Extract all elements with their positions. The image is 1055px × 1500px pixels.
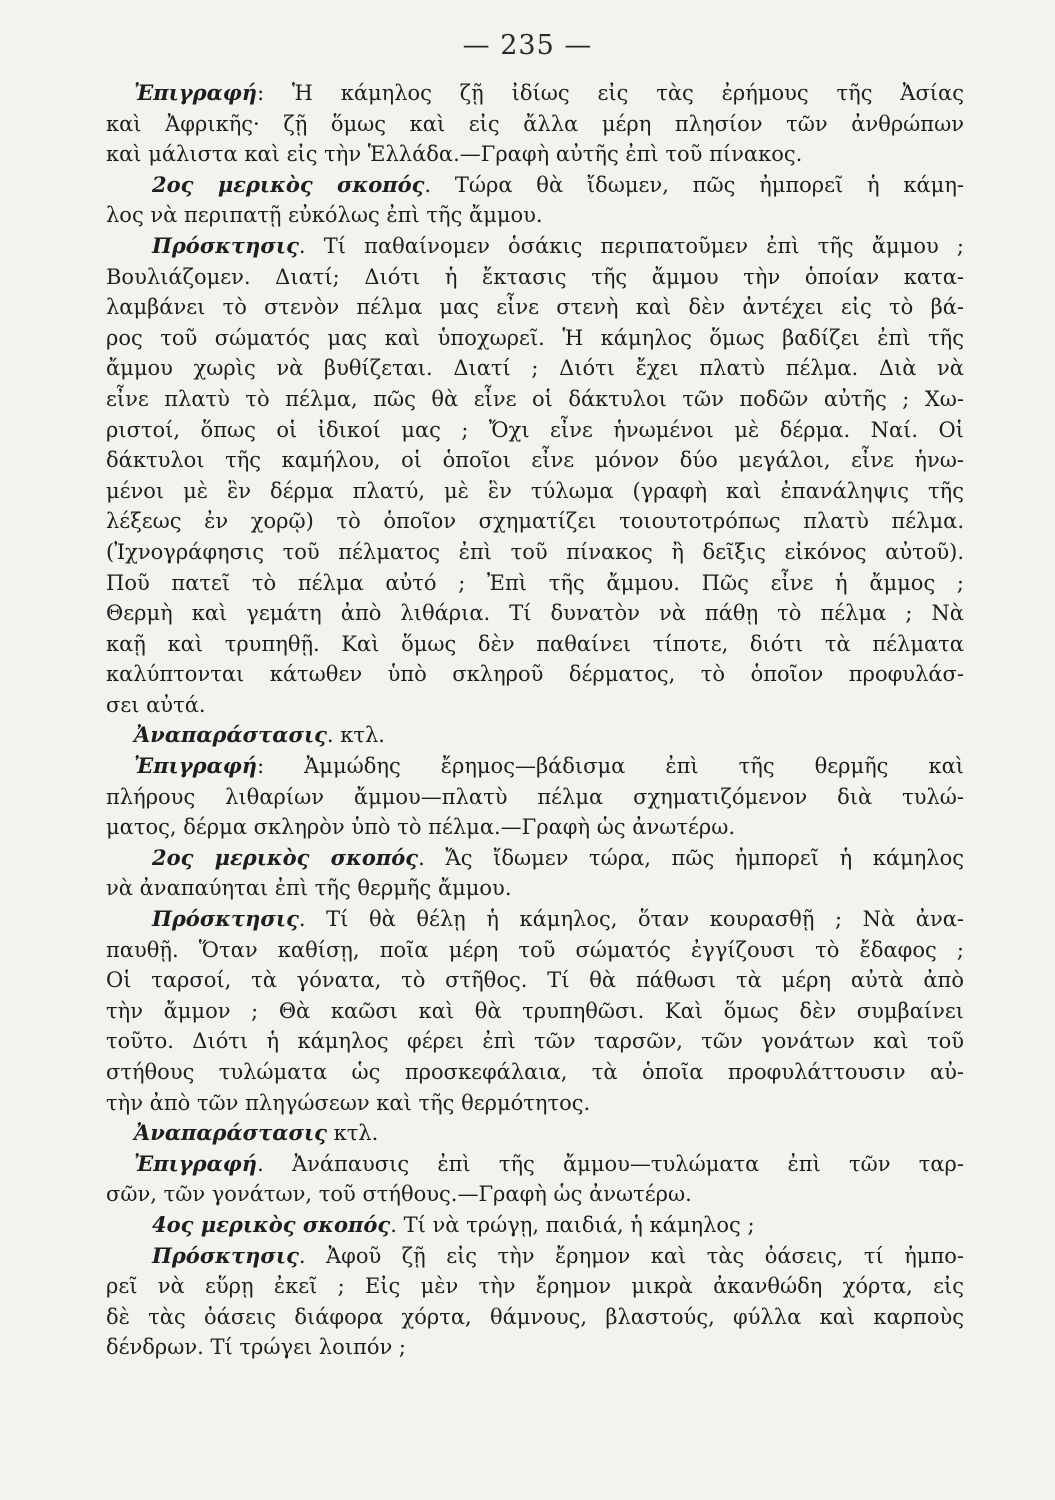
- line-text: . Τί παθαίνομεν ὁσάκις περιπατοῦμεν ἐπὶ τῆς ἄμμου ;: [298, 233, 964, 258]
- line-text: δάκτυλοι τῆς καμήλου, οἱ ὁποῖοι εἶνε μόνον δύο μεγάλοι, εἶνε ἡνω-: [106, 448, 964, 473]
- line-text: παυθῇ. Ὅταν καθίσῃ, ποῖα μέρη τοῦ σώματός ἐγγίζουσι τὸ ἔδαφος ;: [106, 937, 964, 962]
- page-number: — 235 —: [462, 30, 593, 61]
- section-heading: 2ος μερικὸς σκοπός: [152, 844, 419, 870]
- line-text: Ποῦ πατεῖ τὸ πέλμα αὐτό ; Ἐπὶ τῆς ἄμμου. Πῶς εἶνε ἡ ἄμμος ;: [106, 570, 964, 595]
- line-text: τοῦτο. Διότι ἡ κάμηλος φέρει ἐπὶ τῶν ταρσῶν, τῶν γονάτων καὶ τοῦ: [106, 1029, 964, 1054]
- text-line: [106, 720, 964, 751]
- section-heading: Ἐπιγραφή: [134, 1150, 258, 1176]
- line-text: πλήρους λιθαρίων ἄμμου—πλατὺ πέλμα σχηματιζόμενον διὰ τυλώ-: [106, 784, 964, 809]
- section-heading: 4ος μερικὸς σκοπός: [152, 1211, 391, 1237]
- text-line: [106, 262, 964, 293]
- text-line: [106, 1088, 964, 1119]
- line-text: στήθους τυλώματα ὡς προσκεφάλαια, τὰ ὁποῖα προφυλάττουσιν αὐ-: [106, 1060, 964, 1084]
- line-text: . Ἀνάπαυσις ἐπὶ τῆς ἄμμου—τυλώματα ἐπὶ τῶν ταρ-: [257, 1151, 964, 1176]
- section-heading: 2ος μερικὸς σκοπός: [152, 171, 425, 197]
- text-line: [106, 629, 964, 660]
- line-text: δένδρων. Τί τρώγει λοιπόν ;: [106, 1335, 407, 1360]
- text-line: [106, 812, 964, 843]
- line-text: λέξεως ἐν χορῷ) τὸ ὁποῖον σχηματίζει τοιουτοτρόπως πλατὺ πέλμα.: [106, 509, 964, 534]
- line-text: λαμβάνει τὸ στενὸν πέλμα μας εἶνε στενὴ καὶ δὲν ἀντέχει εἰς τὸ βά-: [106, 295, 964, 320]
- line-text: . Ἄς ἴδωμεν τώρα, πῶς ἠμπορεῖ ἡ κάμηλος: [418, 845, 965, 870]
- section-heading: Ἐπιγραφή: [134, 80, 258, 105]
- line-text: ἄμμου χωρὶς νὰ βυθίζεται. Διατί ; Διότι ἔχει πλατὺ πέλμα. Διὰ νὰ: [106, 356, 964, 381]
- section-heading: Πρόσκτησις: [152, 232, 299, 258]
- text-line: [106, 353, 964, 384]
- line-text: τὴν ἀπὸ τῶν πληγώσεων καὶ τῆς θερμότητος.: [106, 1090, 591, 1115]
- text-line: [106, 1332, 964, 1363]
- text-line: [106, 109, 964, 140]
- text-line: [106, 1241, 964, 1272]
- text-line: [106, 873, 964, 904]
- line-text: εἶνε πλατὺ τὸ πέλμα, πῶς θὰ εἶνε οἱ δάκτυλοι τῶν ποδῶν αὐτῆς ; Χω-: [106, 386, 964, 411]
- text-line: [106, 415, 964, 446]
- line-text: νὰ ἀναπαύηται ἐπὶ τῆς θερμῆς ἄμμου.: [106, 876, 512, 901]
- section-heading: Ἐπιγραφή: [134, 753, 258, 779]
- line-text: μένοι μὲ ἓν δέρμα πλατύ, μὲ ἓν τύλωμα (γραφὴ καὶ ἐπανάληψις τῆς: [106, 478, 964, 503]
- text-line: [106, 996, 964, 1027]
- line-text: κτλ.: [326, 1121, 379, 1146]
- line-text: δὲ τὰς ὀάσεις διάφορα χόρτα, θάμνους, βλαστούς, φύλλα καὶ καρποὺς: [106, 1304, 964, 1329]
- line-text: ματος, δέρμα σκληρὸν ὑπὸ τὸ πέλμα.—Γραφὴ ὡς ἀνωτέρω.: [106, 815, 736, 840]
- section-heading: Ἀναπαράστασις: [134, 722, 327, 748]
- line-text: σῶν, τῶν γονάτων, τοῦ στήθους.—Γραφὴ ὡς ἀνωτέρω.: [106, 1182, 692, 1207]
- text-line: [106, 690, 964, 721]
- text-line: [106, 506, 964, 537]
- text-line: [106, 1271, 964, 1302]
- text-line: [106, 170, 964, 201]
- body-text: [106, 78, 964, 1363]
- line-text: . Τώρα θὰ ἴδωμεν, πῶς ἠμπορεῖ ἡ κάμη-: [424, 172, 965, 197]
- text-line: [106, 1302, 964, 1333]
- text-line: [106, 476, 964, 507]
- text-line: [106, 1210, 964, 1241]
- line-text: . Ἀφοῦ ζῇ εἰς τὴν ἔρημον καὶ τὰς ὀάσεις, τί ἠμπο-: [298, 1243, 964, 1268]
- line-text: καὶ μάλιστα καὶ εἰς τὴν Ἑλλάδα.—Γραφὴ αὐτῆς ἐπὶ τοῦ πίνακος.: [106, 142, 803, 167]
- line-text: ριστοί, ὅπως οἱ ἰδικοί μας ; Ὄχι εἶνε ἡνωμένοι μὲ δέρμα. Ναί. Οἱ: [106, 417, 964, 442]
- line-text: καὶ Ἀφρικῆς· ζῇ ὅμως καὶ εἰς ἄλλα μέρη πλησίον τῶν ἀνθρώπων: [106, 111, 964, 136]
- text-line: [106, 139, 964, 170]
- line-text: . κτλ.: [326, 723, 385, 748]
- text-line: [106, 292, 964, 323]
- line-text: Θερμὴ καὶ γεμάτη ἀπὸ λιθάρια. Τί δυνατὸν νὰ πάθῃ τὸ πέλμα ; Νὰ: [106, 601, 964, 626]
- line-text: σει αὐτά.: [106, 692, 206, 717]
- text-line: [106, 568, 964, 599]
- line-text: ρος τοῦ σώματός μας καὶ ὑποχωρεῖ. Ἡ κάμηλος ὅμως βαδίζει ἐπὶ τῆς: [106, 325, 964, 350]
- text-line: [106, 1149, 964, 1180]
- line-text: : Ἀμμώδης ἔρημος—βάδισμα ἐπὶ τῆς θερμῆς καὶ: [257, 754, 964, 779]
- text-line: [106, 965, 964, 996]
- text-line: [106, 1057, 964, 1088]
- text-line: [106, 598, 964, 629]
- section-heading: Πρόσκτησις: [152, 906, 299, 932]
- line-text: . Τί θὰ θέλῃ ἡ κάμηλος, ὅταν κουρασθῇ ; Νὰ ἀνα-: [298, 907, 964, 932]
- line-text: Βουλιάζομεν. Διατί; Διότι ἡ ἔκτασις τῆς ἄμμου τὴν ὁποίαν κατα-: [106, 264, 964, 289]
- line-text: (Ἰχνογράφησις τοῦ πέλματος ἐπὶ τοῦ πίνακος ἢ δεῖξις εἰκόνος αὐτοῦ).: [106, 539, 964, 564]
- line-text: καλύπτονται κάτωθεν ὑπὸ σκληροῦ δέρματος, τὸ ὁποῖον προφυλάσ-: [106, 662, 964, 687]
- text-line: [106, 323, 964, 354]
- line-text: τὴν ἄμμον ; Θὰ καῶσι καὶ θὰ τρυπηθῶσι. Καὶ ὅμως δὲν συμβαίνει: [106, 998, 964, 1023]
- line-text: ρεῖ νὰ εὕρῃ ἐκεῖ ; Εἰς μὲν τὴν ἔρημον μικρὰ ἀκανθώδη χόρτα, εἰς: [106, 1274, 964, 1299]
- line-text: Οἱ ταρσοί, τὰ γόνατα, τὸ στῆθος. Τί θὰ πάθωσι τὰ μέρη αὐτὰ ἀπὸ: [106, 968, 964, 993]
- section-heading: Ἀναπαράστασις: [134, 1120, 327, 1146]
- line-text: : Ἡ κάμηλος ζῇ ἰδίως εἰς τὰς ἐρήμους τῆς Ἀσίας: [257, 81, 964, 105]
- text-line: [106, 78, 964, 109]
- text-line: [106, 782, 964, 813]
- line-text: . Τί νὰ τρώγῃ, παιδιά, ἡ κάμηλος ;: [390, 1212, 755, 1237]
- text-line: [106, 537, 964, 568]
- text-line: [106, 659, 964, 690]
- text-line: [106, 904, 964, 935]
- text-line: [106, 200, 964, 231]
- text-line: [106, 843, 964, 874]
- text-line: [106, 1026, 964, 1057]
- text-line: [106, 231, 964, 262]
- text-line: [106, 1179, 964, 1210]
- text-line: [106, 935, 964, 966]
- text-line: [106, 445, 964, 476]
- text-line: [106, 751, 964, 782]
- text-line: [106, 1118, 964, 1149]
- text-line: [106, 384, 964, 415]
- line-text: λος νὰ περιπατῇ εὐκόλως ἐπὶ τῆς ἄμμου.: [106, 203, 543, 228]
- section-heading: Πρόσκτησις: [152, 1242, 299, 1268]
- line-text: καῇ καὶ τρυπηθῇ. Καὶ ὅμως δὲν παθαίνει τίποτε, διότι τὰ πέλματα: [106, 631, 964, 656]
